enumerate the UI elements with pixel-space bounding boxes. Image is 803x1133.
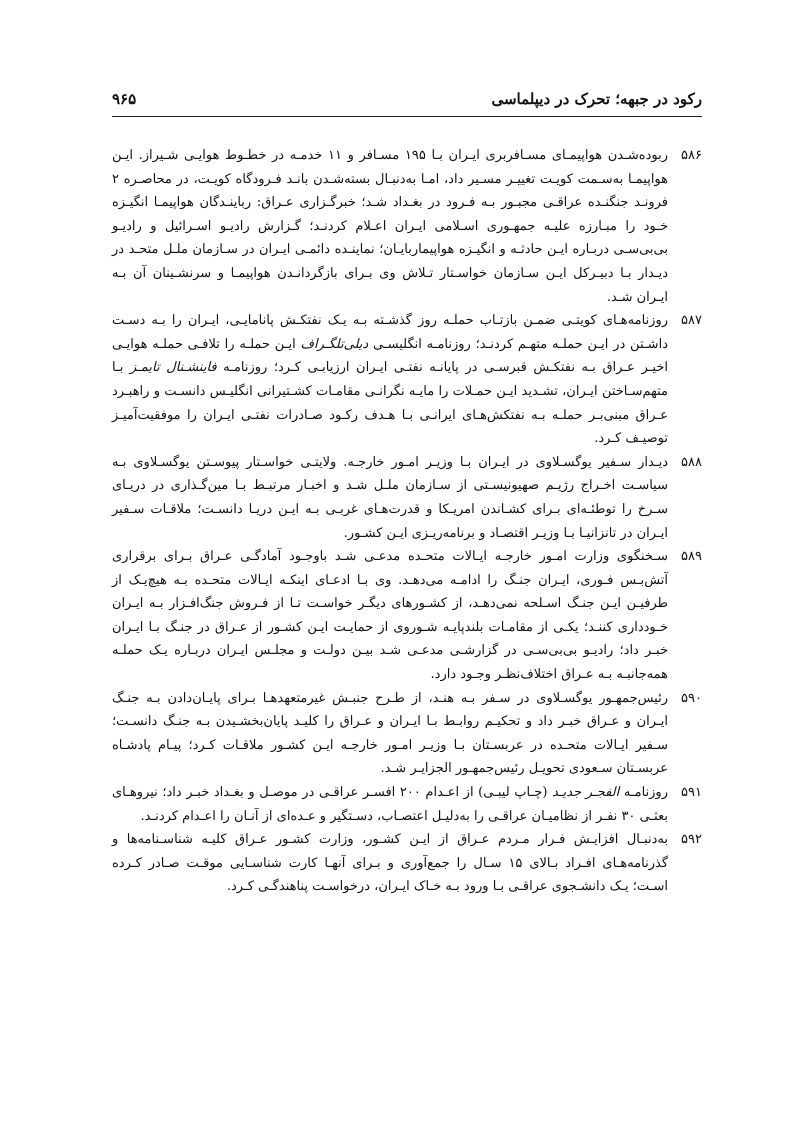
entry-text-part: روزنامه‌هـای کویتـی ضمـن بازتـاب حملـه روز گذشـته بـه یـک نفتکـش پانامایـی، ایـران را بـه دسـت داشـتن در ایـن حملـه متهـم کردنـد؛ روزنامـه انگلیسـی — [112, 313, 668, 352]
running-title: رکود در جبهه؛ تحرک در دیپلماسی — [491, 90, 702, 108]
entry-number: ۵۹۰ — [681, 690, 702, 706]
entry-number: ۵۸۸ — [681, 454, 702, 470]
entry-number: ۵۹۲ — [681, 832, 702, 848]
newspaper-name-daily-telegraph: دیلی‌تلگـراف — [300, 336, 369, 352]
entry-text: رئیس‌جمهـور یوگسـلاوی در سـفر بـه هنـد، از طـرح جنبـش غیرمتعهدهـا بـرای پایـان‌دادن بـه جنـگ ایـران و عـراق خبـر داد و تحکیـم روابـط بـا ایـران و عـراق را کلیـد پایان‌بخشـیدن بـه جنـگ دانسـت؛ سـفیر ایـالات متحـده در عربسـتان بـا وزیـر امـور خارجـه ایـن کشـور ملاقـات کـرد؛ پیـام پادشـاه عربسـتان سـعودی تحویـل رئیس‌جمهـور الجزایـر شـد. — [112, 690, 668, 777]
page-header — [112, 86, 702, 117]
entry-588 — [112, 451, 702, 545]
entry-number: ۵۸۹ — [681, 549, 702, 565]
entry-text-part: روزنامـه — [619, 785, 668, 801]
page-number: ۹۶۵ — [112, 90, 137, 108]
entry-586 — [112, 144, 702, 309]
entry-text-part: ایـن حملـه را تلافـی حملـه هوایـی اخیـر عـراق بـه نفتکـش قبرسـی در پایانـه نفتـی ایـران ارزیابـی کـرد؛ روزنامـه — [112, 336, 668, 376]
entry-number: ۵۸۷ — [681, 313, 702, 329]
chronology-entries — [112, 144, 702, 899]
entry-589 — [112, 545, 702, 687]
entry-text — [112, 309, 668, 451]
entry-587 — [112, 309, 702, 451]
entry-text: به‌دنبـال افزایـش فـرار مـردم عـراق از ایـن کشـور، وزارت کشـور عـراق کلیـه شناسـنامه‌ها و گذرنامه‌هـای افـراد بـالای ۱۵ سـال را جمع‌آوری و بـرای آنهـا کارت شناسـایی موقـت صـادر کـرده اسـت؛ یـک دانشـجوی عراقـی بـا ورود بـه خـاک ایـران، درخواسـت پناهندگـی کـرد. — [112, 832, 669, 895]
entry-text — [112, 781, 668, 828]
newspaper-name-al-fajr-al-jadid: الفجـر جدیـد — [552, 785, 620, 801]
entry-number: ۵۹۱ — [681, 785, 702, 801]
entry-text-part: (چـاپ لیبـی) از اعـدام ۲۰۰ افسـر عراقـی در موصـل و بغـداد خبـر داد؛ نیروهـای بعثـی ۳۰ نفـر از نظامیـان عراقـی را به‌دلیـل اعتصـاب، دسـتگیر و عـده‌ای از آنـان را اعـدام کردنـد. — [112, 785, 668, 824]
entry-text: سـخنگوی وزارت امـور خارجـه ایـالات متحـده مدعـی شـد باوجـود آمادگـی عـراق بـرای برقراری آتش‌بـس فـوری، ایـران جنـگ را ادامـه می‌دهـد. وی بـا ادعـای اینکـه ایـالات متحـده بـه هیچ‌یـک از طرفیـن ایـن جنـگ اسـلحه نمی‌دهـد، از کشـورهای دیگـر خواسـت تـا از فـروش جنگ‌افـزار بـه ایـران خـودداری کننـد؛ یکـی از مقامـات بلندپایـه شـوروی از حمایـت ایـن کشـور از عـراق در جنـگ بـا ایـران خبـر داد؛ رادیـو بی‌بی‌سـی در گزارشـی مدعـی شـد بیـن دولـت و مجلـس ایـران دربـاره یـک حملـه همه‌جانبـه بـه عـراق اختلاف‌نظـر وجـود دارد. — [112, 549, 668, 683]
entry-number: ۵۸۶ — [681, 148, 702, 163]
entry-text: دیـدار سـفیر یوگسـلاوی در ایـران بـا وزیـر امـور خارجـه. ولایتـی خواسـتار پیوسـتن یوگسـلاوی بـه سیاسـت اخـراج رژیـم صهیونیسـتی از سـازمان ملـل شـد و اخبـار مرتبـط بـا مین‌گـذاری در دریـای سـرخ را توطئـه‌ای بـرای کشـاندن امریـکا و قدرت‌هـای غربـی بـه ایـن دریـا دانسـت؛ ملاقـات سـفیر ایـران در تانزانیـا بـا وزیـر اقتصـاد و برنامه‌ریـزی ایـن کشـور. — [112, 454, 668, 541]
entry-text: ربوده‌شـدن هواپیمـای مسـافربری ایـران بـا ۱۹۵ مسـافر و ۱۱ خدمـه در خطـوط هوایـی شـیراز. ایـن هواپیمـا به‌سـمت کویـت تغییـر مسـیر داد، امـا به‌دنبـال بسته‌شـدن بانـد فـرودگاه کویـت، در محاصـره ۲ فرونـد جنگنـده عراقـی مجبـور بـه فـرود در بغـداد شـد؛ خبرگـزاری عـراق: رباینـدگان هواپیمـا انگیـزه خـود را مبـارزه علیـه جمهـوری اسـلامی ایـران اعـلام کردنـد؛ گـزارش رادیـو اسـرائیل و رادیـو بی‌بی‌سـی دربـاره ایـن حادثـه و انگیـزه هواپیماربایـان؛ نماینـده دائمـی ایـران در سـازمان ملـل متحـد در دیـدار بـا دبیـرکل ایـن سـازمان خواسـتار تـلاش وی بـرای بازگردانـدن هواپیمـا و سرنشـینان آن بـه ایـران شـد. — [112, 148, 668, 305]
entry-text-part: بـا متهم‌سـاختن ایـران، تشـدید ایـن حمـلات را مایـه نگرانـی مقامـات کشـتیرانی انگلیـس دانسـت و راهبـرد عـراق مبنی‌بـر حملـه بـه نفتکش‌هـای ایرانـی بـا هـدف رکـود صـادرات نفتـی ایـران را موفقیت‌آمیـز توصیـف کـرد. — [112, 360, 668, 447]
entry-590 — [112, 687, 702, 781]
entry-591 — [112, 781, 702, 828]
entry-592 — [112, 828, 702, 899]
newspaper-name-financial-times: فاینشـنال تایمـز — [129, 360, 217, 376]
